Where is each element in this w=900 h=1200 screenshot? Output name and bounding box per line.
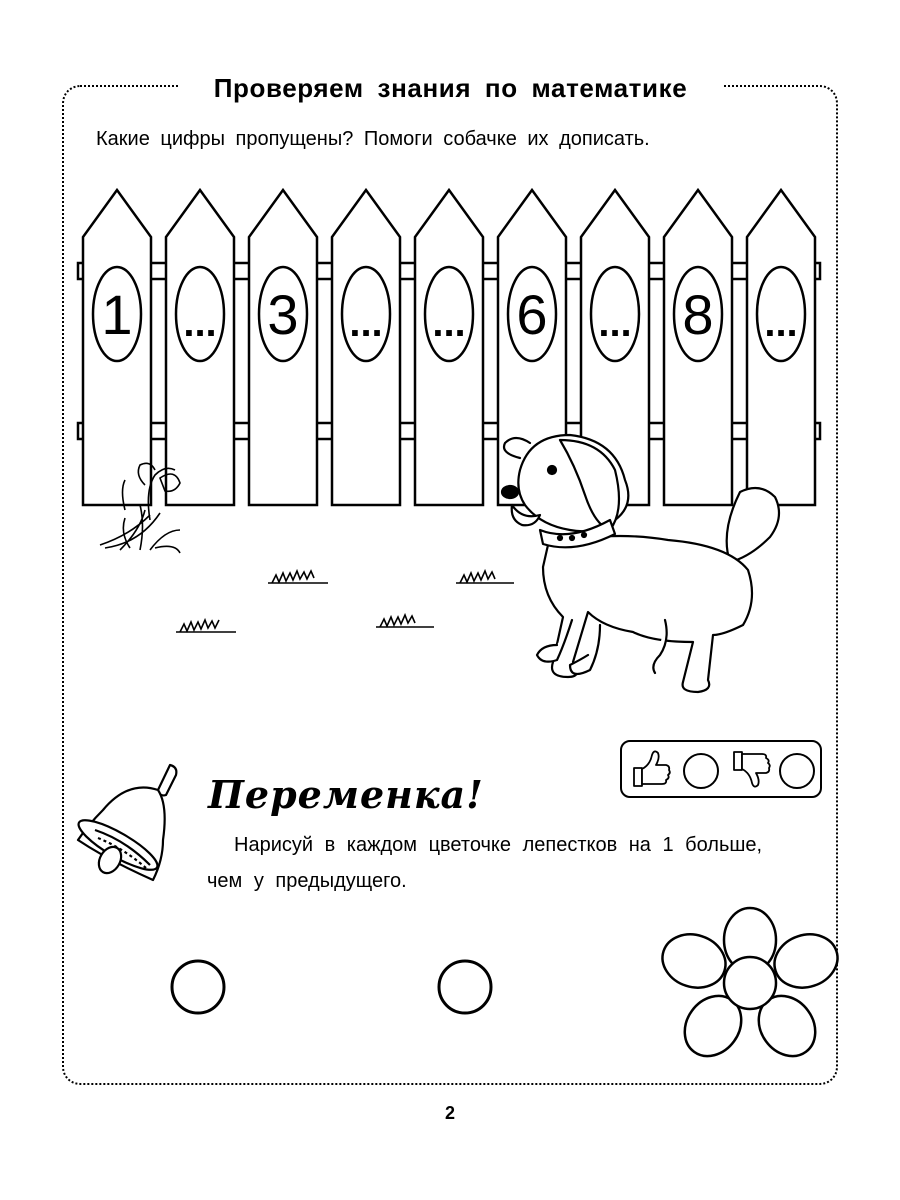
fence-picket — [249, 190, 317, 505]
answer-circle-2 — [780, 754, 814, 788]
task2-instruction-line1: Нарисуй в каждом цветочке лепестков на 1 больше, — [234, 834, 763, 856]
self-check-box — [620, 740, 822, 798]
fence-picket — [83, 190, 151, 505]
self-check-icons — [622, 742, 820, 796]
grass-tufts — [176, 571, 514, 632]
fence-number: 8 — [682, 283, 714, 346]
recess-heading: Переменка! — [208, 772, 484, 817]
fence-picket — [664, 190, 732, 505]
flower-circle-1 — [172, 961, 224, 1013]
fence-picket — [332, 190, 400, 505]
task2-instruction-line2: чем у предыдущего. — [207, 870, 407, 892]
page-title: Проверяем знания по математике — [178, 68, 723, 108]
missing-number-dots: ... — [598, 301, 632, 345]
task1-instruction: Какие цифры пропущены? Помоги собачке их дописать. — [96, 128, 650, 150]
fence-picket — [166, 190, 234, 505]
bell-icon — [73, 765, 176, 880]
missing-number-dots: ... — [764, 301, 798, 345]
missing-number-dots: ... — [349, 301, 383, 345]
fence-picket — [415, 190, 483, 505]
missing-number-dots: ... — [183, 301, 217, 345]
fence-picket — [747, 190, 815, 505]
fence-number: 6 — [516, 283, 548, 346]
missing-number-dots: ... — [432, 301, 466, 345]
page-number: 2 — [444, 1103, 455, 1123]
flower-circle-2 — [439, 961, 491, 1013]
thumbs-up-icon — [634, 751, 670, 786]
fence-number: 1 — [101, 283, 133, 346]
fence-number: 3 — [267, 283, 299, 346]
thumbs-down-icon — [734, 752, 770, 787]
flower-icon — [656, 908, 845, 1067]
answer-circle-1 — [684, 754, 718, 788]
